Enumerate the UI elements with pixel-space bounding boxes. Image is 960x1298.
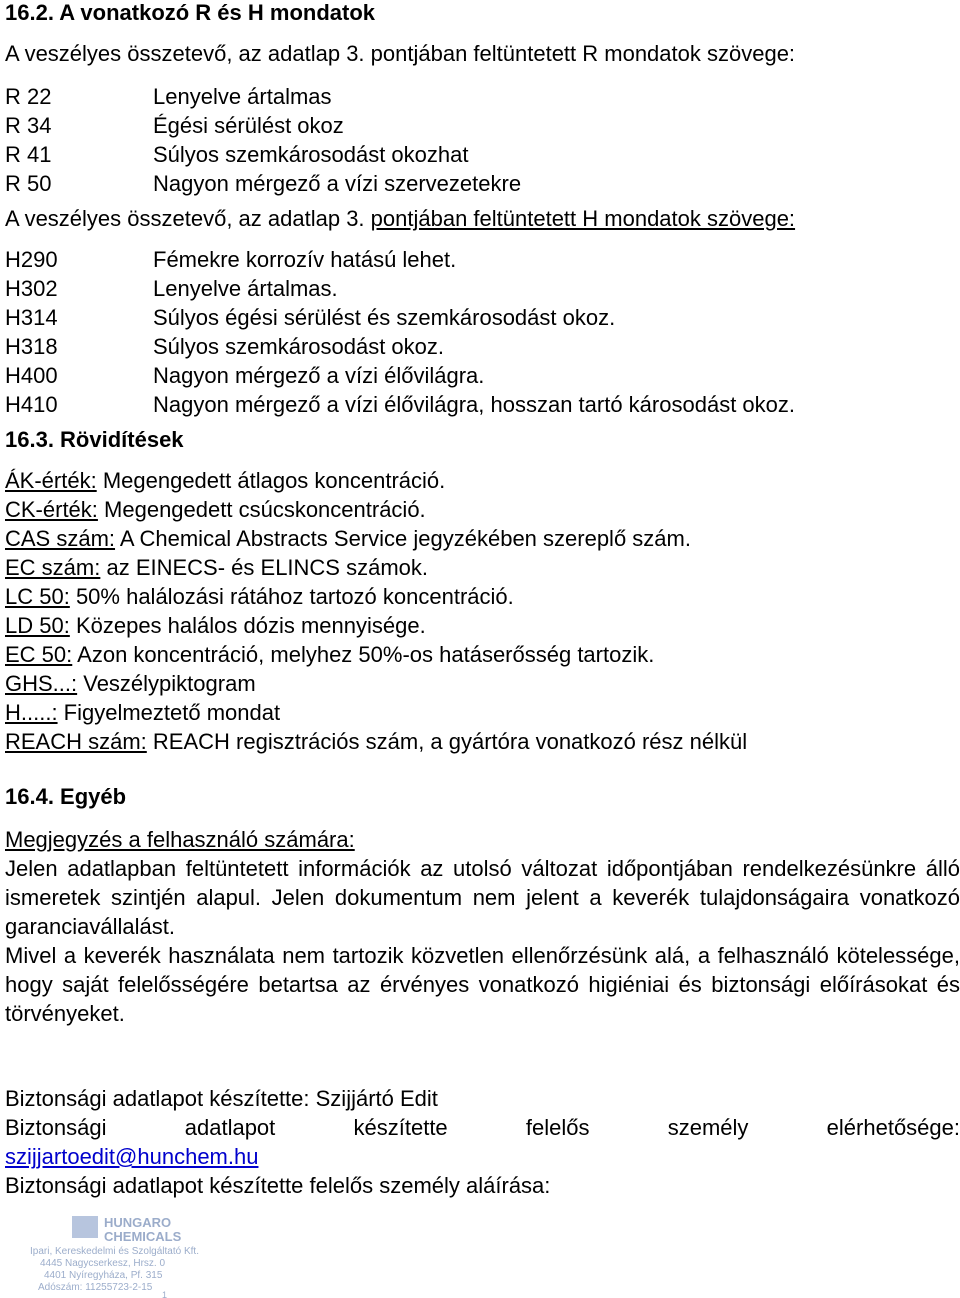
h-phrase-text: Súlyos égési sérülést és szemkárosodást okoz. [153,305,616,330]
h-phrase-code: H400 [5,363,58,388]
r-phrase-code: R 34 [5,113,52,138]
abbreviation-term: EC szám: [5,555,101,580]
h-phrase-row [5,303,960,332]
h-phrase-row [5,274,960,303]
section-16-4-heading: 16.4. Egyéb [5,784,127,809]
r-phrase-text: Lenyelve ártalmas [153,84,332,109]
h-intro-underlined: pontjában feltüntetett H mondatok szövege: [370,206,796,231]
h-phrase-code: H290 [5,247,58,272]
abbreviations-list [5,466,960,756]
abbreviation-row [5,495,960,524]
prepared-by: Biztonsági adatlapot készítette: Szijjártó Edit [5,1086,438,1111]
abbreviation-term: LD 50: [5,613,70,638]
r-phrase-text: Súlyos szemkárosodást okozhat [153,142,469,167]
abbreviation-term: EC 50: [5,642,73,667]
abbreviation-term: CK-érték: [5,497,98,522]
abbreviation-row [5,466,960,495]
section-16-3-heading: 16.3. Rövidítések [5,427,184,452]
abbreviation-text: 50% halálozási rátához tartozó koncentráció. [69,584,514,609]
abbreviation-row [5,582,960,611]
abbreviation-text: Veszélypiktogram [77,671,256,696]
abbreviation-term: LC 50: [5,584,70,609]
abbreviation-text: Figyelmeztető mondat [57,700,281,725]
abbreviation-row [5,698,960,727]
h-phrase-text: Súlyos szemkárosodást okoz. [153,334,445,359]
r-phrase-row [5,111,960,140]
company-stamp [30,1212,260,1298]
abbreviation-row [5,640,960,669]
abbreviation-term: ÁK-érték: [5,468,97,493]
stamp-line-5: 4401 Nyíregyháza, Pf. 315 [44,1270,163,1281]
h-phrase-row [5,332,960,361]
h-phrase-row [5,390,960,419]
r-phrase-code: R 41 [5,142,52,167]
abbreviation-text: Közepes halálos dózis mennyisége. [69,613,426,638]
h-phrase-code: H302 [5,276,58,301]
abbreviation-row [5,611,960,640]
contact-email-link[interactable]: szijjartoedit@hunchem.hu [5,1144,259,1169]
abbreviation-row [5,669,960,698]
contact-label: Biztonsági adatlapot készítette felelős személy elérhetősége: [5,1115,960,1140]
h-phrases-list [5,245,960,419]
abbreviation-term: CAS szám: [5,526,116,551]
abbreviation-row [5,553,960,582]
abbreviation-text: Megengedett csúcskoncentráció. [97,497,426,522]
abbreviation-term: REACH szám: [5,729,147,754]
h-phrase-text: Fémekre korrozív hatású lehet. [153,247,457,272]
stamp-line-6: Adószám: 11255723-2-15 [38,1282,153,1293]
abbreviation-text: Megengedett átlagos koncentráció. [96,468,446,493]
stamp-line-4: 4445 Nagycserkesz, Hrsz. 0 [40,1258,166,1269]
stamp-company-line-1: HUNGARO [104,1215,172,1230]
abbreviation-term: H.....: [5,700,58,725]
h-phrase-code: H314 [5,305,58,330]
r-phrase-text: Nagyon mérgező a vízi szervezetekre [153,171,522,196]
stamp-company-line-2: CHEMICALS [104,1229,182,1244]
r-phrases-list [5,82,960,198]
h-phrase-text: Nagyon mérgező a vízi élővilágra, hosszan tartó károsodást okoz. [153,392,795,417]
r-phrase-row [5,82,960,111]
h-phrases-intro [5,204,960,233]
abbreviation-row [5,524,960,553]
r-phrase-code: R 22 [5,84,52,109]
stamp-line-3: Ipari, Kereskedelmi és Szolgáltató Kft. [30,1246,199,1257]
stamp-line-7: 1 [162,1290,168,1298]
h-phrase-text: Lenyelve ártalmas. [153,276,338,301]
sds-page [5,0,960,1200]
note-paragraph-1: Jelen adatlapban feltüntetett információk az utolsó változat időpontjában rendelkezésünkre álló ismeretek szintjén alapul. Jelen dokumentum nem jelent a keverék tulajdonságaira vonatkozó garanciavállalást. [5,856,960,939]
abbreviation-text: az EINECS- és ELINCS számok. [100,555,429,580]
signature-label: Biztonsági adatlapot készítette felelős személy aláírása: [5,1173,551,1198]
r-phrases-intro: A veszélyes összetevő, az adatlap 3. pontjában feltüntetett R mondatok szövege: [5,41,796,66]
abbreviation-text: Azon koncentráció, melyhez 50%-os hatáserősség tartozik. [72,642,655,667]
abbreviation-term: GHS...: [5,671,78,696]
note-paragraph-2: Mivel a keverék használata nem tartozik közvetlen ellenőrzésünk alá, a felhasználó kötelessége, hogy saját felelősségére betartsa az érvényes vonatkozó higiéniai és biztonsági előírásokat és törvényeket. [5,943,960,1026]
h-intro-plain: A veszélyes összetevő, az adatlap 3. [5,206,371,231]
r-phrase-row [5,169,960,198]
h-phrase-row [5,245,960,274]
section-16-2-heading: 16.2. A vonatkozó R és H mondatok [5,0,376,25]
h-phrase-code: H318 [5,334,58,359]
abbreviation-text: REACH regisztrációs szám, a gyártóra vonatkozó rész nélkül [146,729,748,754]
r-phrase-code: R 50 [5,171,52,196]
abbreviation-text: A Chemical Abstracts Service jegyzékében szereplő szám. [115,526,691,551]
h-phrase-code: H410 [5,392,58,417]
abbreviation-row [5,727,960,756]
r-phrase-text: Égési sérülést okoz [153,113,344,138]
h-phrase-text: Nagyon mérgező a vízi élővilágra. [153,363,485,388]
note-label: Megjegyzés a felhasználó számára: [5,827,355,852]
stamp-logo-mark [72,1216,98,1238]
r-phrase-row [5,140,960,169]
h-phrase-row [5,361,960,390]
